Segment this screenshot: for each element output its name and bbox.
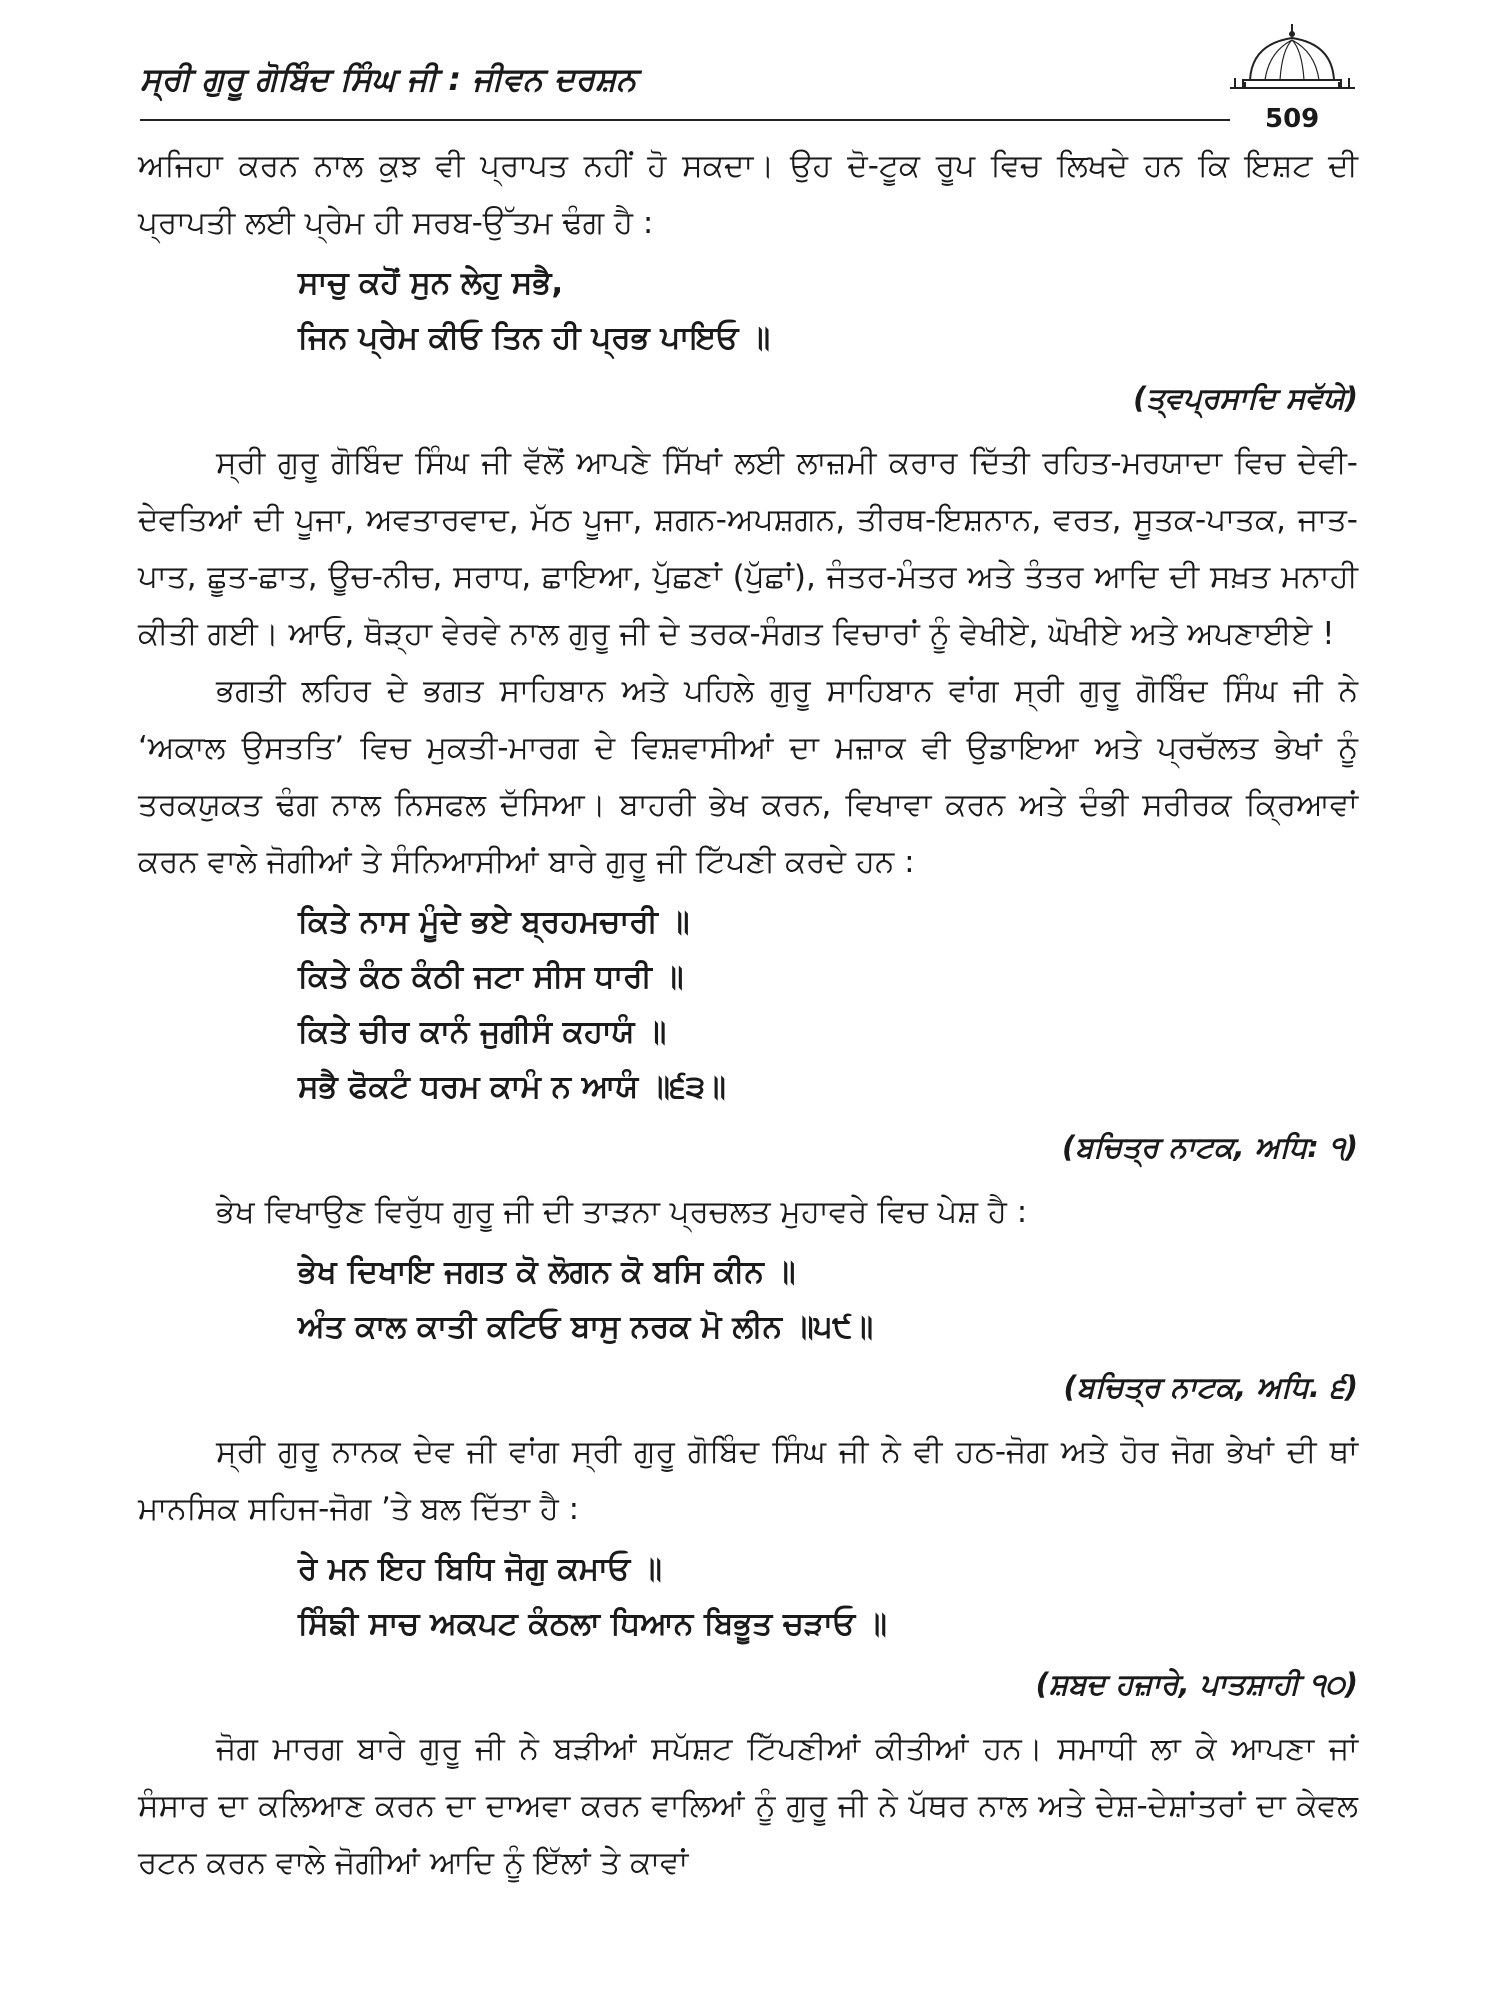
verse-line: ਸਭੈ ਫੋਕਟੰ ਧਰਮ ਕਾਮੰ ਨ ਆਯੰ ॥੬੩॥ — [298, 1069, 726, 1105]
header-rule — [140, 119, 1230, 121]
verse-line: ਕਿਤੇ ਨਾਸ ਮੂੰਦੇ ਭਏ ਬ੍ਰਹਮਚਾਰੀ ॥ — [298, 904, 690, 940]
verse-line: ਕਿਤੇ ਚੀਰ ਕਾਨੰ ਜੁਗੀਸੰ ਕਹਾਯੰ ॥ — [298, 1014, 667, 1050]
verse-source: (ਬਚਿਤ੍ਰ ਨਾਟਕ, ਅਧਿ. ੬) — [1063, 1370, 1358, 1404]
paragraph: ਭਗਤੀ ਲਹਿਰ ਦੇ ਭਗਤ ਸਾਹਿਬਾਨ ਅਤੇ ਪਹਿਲੇ ਗੁਰੂ ਸਾਹਿਬਾਨ ਵਾਂਗ ਸ੍ਰੀ ਗੁਰੂ ਗੋਬਿੰਦ ਸਿੰਘ ਜੀ ਨੇ ‘ਅਕਾਲ ਉਸਤਤਿ’ ਵਿਚ ਮੁਕਤੀ-ਮਾਰਗ ਦੇ ਵਿਸ਼ਵਾਸੀਆਂ ਦਾ ਮਜ਼ਾਕ ਵੀ ਉਡਾਇਆ ਅਤੇ ਪ੍ਰਚੱਲਤ ਭੇਖਾਂ ਨੂੰ ਤਰਕਯੁਕਤ ਢੰਗ ਨਾਲ ਨਿਸਫਲ ਦੱਸਿਆ। ਬਾਹਰੀ ਭੇਖ ਕਰਨ, ਵਿਖਾਵਾ ਕਰਨ ਅਤੇ ਦੰਭੀ ਸਰੀਰਕ ਕ੍ਰਿਆਵਾਂ ਕਰਨ ਵਾਲੇ ਜੋਗੀਆਂ ਤੇ ਸੰਨਿਆਸੀਆਂ ਬਾਰੇ ਗੁਰੂ ਜੀ ਟਿੱਪਣੀ ਕਰਦੇ ਹਨ : — [138, 673, 1358, 880]
verse-line: ਕਿਤੇ ਕੰਠ ਕੰਠੀ ਜਟਾ ਸੀਸ ਧਾਰੀ ॥ — [298, 959, 684, 995]
verse-quote — [298, 895, 1358, 1115]
verse-line: ਸਿੰਙੀ ਸਾਚ ਅਕਪਟ ਕੰਠਲਾ ਧਿਆਨ ਬਿਭੂਤ ਚੜਾਓ ॥ — [298, 1606, 887, 1642]
paragraph: ਅਜਿਹਾ ਕਰਨ ਨਾਲ ਕੁਝ ਵੀ ਪ੍ਰਾਪਤ ਨਹੀਂ ਹੋ ਸਕਦਾ। ਉਹ ਦੋ-ਟੂਕ ਰੂਪ ਵਿਚ ਲਿਖਦੇ ਹਨ ਕਿ ਇਸ਼ਟ ਦੀ ਪ੍ਰਾਪਤੀ ਲਈ ਪ੍ਰੇਮ ਹੀ ਸਰਬ-ਉੱਤਮ ਢੰਗ ਹੈ : — [138, 148, 1358, 241]
paragraph: ਜੋਗ ਮਾਰਗ ਬਾਰੇ ਗੁਰੂ ਜੀ ਨੇ ਬੜੀਆਂ ਸਪੱਸ਼ਟ ਟਿੱਪਣੀਆਂ ਕੀਤੀਆਂ ਹਨ। ਸਮਾਧੀ ਲਾ ਕੇ ਆਪਣਾ ਜਾਂ ਸੰਸਾਰ ਦਾ ਕਲਿਆਣ ਕਰਨ ਦਾ ਦਾਅਵਾ ਕਰਨ ਵਾਲਿਆਂ ਨੂੰ ਗੁਰੂ ਜੀ ਨੇ ਪੱਥਰ ਨਾਲ ਅਤੇ ਦੇਸ਼-ਦੇਸ਼ਾਂਤਰਾਂ ਦਾ ਕੇਵਲ ਰਟਨ ਕਰਨ ਵਾਲੇ ਜੋਗੀਆਂ ਆਦਿ ਨੂੰ ਇੱਲਾਂ ਤੇ ਕਾਵਾਂ — [138, 1731, 1358, 1881]
verse-line: ਰੇ ਮਨ ਇਹ ਬਿਧਿ ਜੋਗੁ ਕਮਾਓ ॥ — [298, 1551, 662, 1587]
verse-line: ਅੰਤ ਕਾਲ ਕਾਤੀ ਕਟਿਓ ਬਾਸੁ ਨਰਕ ਮੋ ਲੀਨ ॥੫੯॥ — [298, 1309, 874, 1345]
verse-source: (ਤ੍ਵਪ੍ਰਸਾਦਿ ਸਵੱਯੇ) — [1133, 381, 1358, 415]
verse-source: (ਬਚਿਤ੍ਰ ਨਾਟਕ, ਅਧਿ: ੧) — [1061, 1130, 1358, 1164]
verse-quote — [298, 256, 1358, 366]
paragraph: ਸ੍ਰੀ ਗੁਰੂ ਗੋਬਿੰਦ ਸਿੰਘ ਜੀ ਵੱਲੋਂ ਆਪਣੇ ਸਿੱਖਾਂ ਲਈ ਲਾਜ਼ਮੀ ਕਰਾਰ ਦਿੱਤੀ ਰਹਿਤ-ਮਰਯਾਦਾ ਵਿਚ ਦੇਵੀ-ਦੇਵਤਿਆਂ ਦੀ ਪੂਜਾ, ਅਵਤਾਰਵਾਦ, ਮੱਠ ਪੂਜਾ, ਸ਼ਗਨ-ਅਪਸ਼ਗਨ, ਤੀਰਥ-ਇਸ਼ਨਾਨ, ਵਰਤ, ਸੂਤਕ-ਪਾਤਕ, ਜਾਤ-ਪਾਤ, ਛੂਤ-ਛਾਤ, ਊਚ-ਨੀਚ, ਸਰਾਧ, ਛਾਇਆ, ਪੁੱਛਣਾਂ (ਪੁੱਛਾਂ), ਜੰਤਰ-ਮੰਤਰ ਅਤੇ ਤੰਤਰ ਆਦਿ ਦੀ ਸਖ਼ਤ ਮਨਾਹੀ ਕੀਤੀ ਗਈ। ਆਓ, ਥੋੜ੍ਹਾ ਵੇਰਵੇ ਨਾਲ ਗੁਰੂ ਜੀ ਦੇ ਤਰਕ-ਸੰਗਤ ਵਿਚਾਰਾਂ ਨੂੰ ਵੇਖੀਏ, ਘੋਖੀਏ ਅਤੇ ਅਪਣਾਈਏ ! — [138, 445, 1358, 652]
verse-line: ਸਾਚੁ ਕਹੋਂ ਸੁਨ ਲੇਹੁ ਸਭੈ, — [298, 265, 564, 301]
verse-quote — [298, 1245, 1358, 1355]
verse-source: (ਸ਼ਬਦ ਹਜ਼ਾਰੇ, ਪਾਤਸ਼ਾਹੀ ੧੦) — [1035, 1667, 1358, 1701]
paragraph: ਭੇਖ ਵਿਖਾਉਣ ਵਿਰੁੱਧ ਗੁਰੂ ਜੀ ਦੀ ਤਾੜਨਾ ਪ੍ਰਚਲਤ ਮੁਹਾਵਰੇ ਵਿਚ ਪੇਸ਼ ਹੈ : — [216, 1194, 1028, 1230]
page-body — [138, 138, 1358, 1892]
verse-line: ਭੇਖ ਦਿਖਾਇ ਜਗਤ ਕੋ ਲੋਗਨ ਕੋ ਬਸਿ ਕੀਨ ॥ — [298, 1254, 796, 1290]
paragraph: ਸ੍ਰੀ ਗੁਰੂ ਨਾਨਕ ਦੇਵ ਜੀ ਵਾਂਗ ਸ੍ਰੀ ਗੁਰੂ ਗੋਬਿੰਦ ਸਿੰਘ ਜੀ ਨੇ ਵੀ ਹਠ-ਜੋਗ ਅਤੇ ਹੋਰ ਜੋਗ ਭੇਖਾਂ ਦੀ ਥਾਂ ਮਾਨਸਿਕ ਸਹਿਜ-ਜੋਗ ’ਤੇ ਬਲ ਦਿੱਤਾ ਹੈ : — [138, 1434, 1358, 1527]
page-header — [140, 52, 1355, 134]
verse-quote — [298, 1542, 1358, 1652]
verse-line: ਜਿਨ ਪ੍ਰੇਮ ਕੀਓ ਤਿਨ ਹੀ ਪ੍ਰਭ ਪਾਇਓ ॥ — [298, 320, 771, 356]
page-number: 509 — [1265, 104, 1320, 134]
running-title: ਸ੍ਰੀ ਗੁਰੂ ਗੋਬਿੰਦ ਸਿੰਘ ਜੀ : ਜੀਵਨ ਦਰਸ਼ਨ — [140, 60, 637, 98]
